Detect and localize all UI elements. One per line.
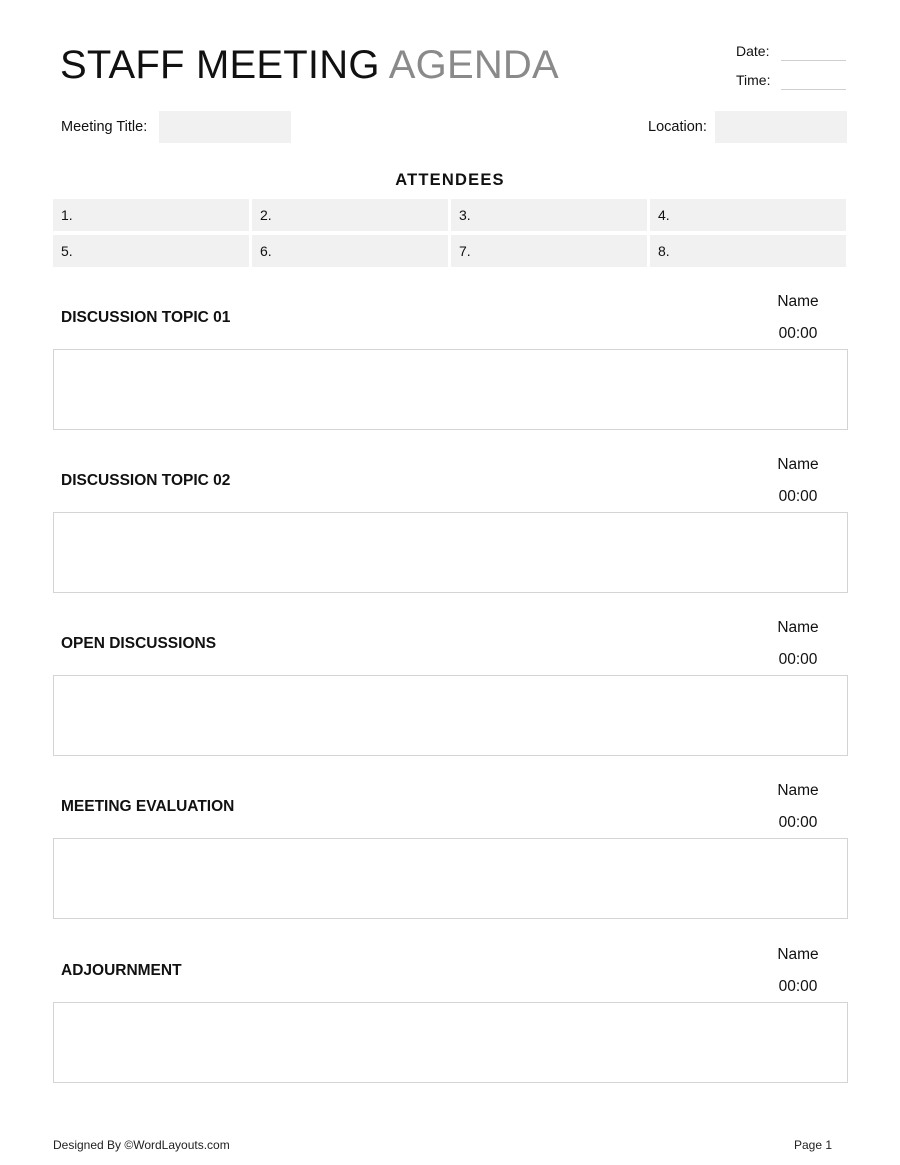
section-duration[interactable]: 00:00: [778, 651, 818, 668]
section-notes-box[interactable]: [53, 1002, 848, 1083]
location-label: Location:: [648, 119, 707, 135]
title-main: STAFF MEETING: [60, 43, 380, 87]
date-row: [736, 41, 781, 61]
section-duration[interactable]: 00:00: [778, 325, 818, 342]
date-field[interactable]: [781, 60, 846, 61]
attendee-field-8[interactable]: 8.: [650, 235, 846, 267]
section-presenter-name[interactable]: Name: [777, 782, 819, 799]
section-duration[interactable]: 00:00: [778, 814, 818, 831]
section-notes-box[interactable]: [53, 675, 848, 756]
section-presenter-name[interactable]: Name: [777, 293, 819, 310]
section-heading-adjournment: ADJOURNMENT: [61, 962, 182, 979]
section-notes-box[interactable]: [53, 838, 848, 919]
attendee-field-2[interactable]: 2.: [252, 199, 448, 231]
meeting-title-field[interactable]: [159, 111, 291, 143]
title-accent: AGENDA: [388, 43, 559, 87]
attendee-field-6[interactable]: 6.: [252, 235, 448, 267]
section-duration[interactable]: 00:00: [778, 978, 818, 995]
footer-credit: Designed By ©WordLayouts.com: [53, 1138, 230, 1152]
attendee-field-1[interactable]: 1.: [53, 199, 249, 231]
section-heading-discussion-topic-01: DISCUSSION TOPIC 01: [61, 309, 231, 326]
time-field[interactable]: [781, 89, 846, 90]
page-title: [60, 42, 559, 88]
section-notes-box[interactable]: [53, 349, 848, 430]
section-heading-open-discussions: OPEN DISCUSSIONS: [61, 635, 217, 652]
page-number: Page 1: [794, 1138, 833, 1152]
time-row: [736, 70, 781, 90]
meeting-title-label: Meeting Title:: [61, 119, 148, 135]
attendee-field-5[interactable]: 5.: [53, 235, 249, 267]
section-heading-meeting-evaluation: MEETING EVALUATION: [61, 798, 235, 815]
section-presenter-name[interactable]: Name: [777, 946, 819, 963]
section-heading-discussion-topic-02: DISCUSSION TOPIC 02: [61, 472, 231, 489]
attendee-field-3[interactable]: 3.: [451, 199, 647, 231]
time-label: Time:: [736, 72, 771, 88]
attendee-field-4[interactable]: 4.: [650, 199, 846, 231]
section-duration[interactable]: 00:00: [778, 488, 818, 505]
location-field[interactable]: [715, 111, 847, 143]
attendee-field-7[interactable]: 7.: [451, 235, 647, 267]
attendees-heading: ATTENDEES: [395, 171, 505, 189]
section-presenter-name[interactable]: Name: [777, 619, 819, 636]
section-notes-box[interactable]: [53, 512, 848, 593]
section-presenter-name[interactable]: Name: [777, 456, 819, 473]
date-label: Date:: [736, 43, 770, 59]
